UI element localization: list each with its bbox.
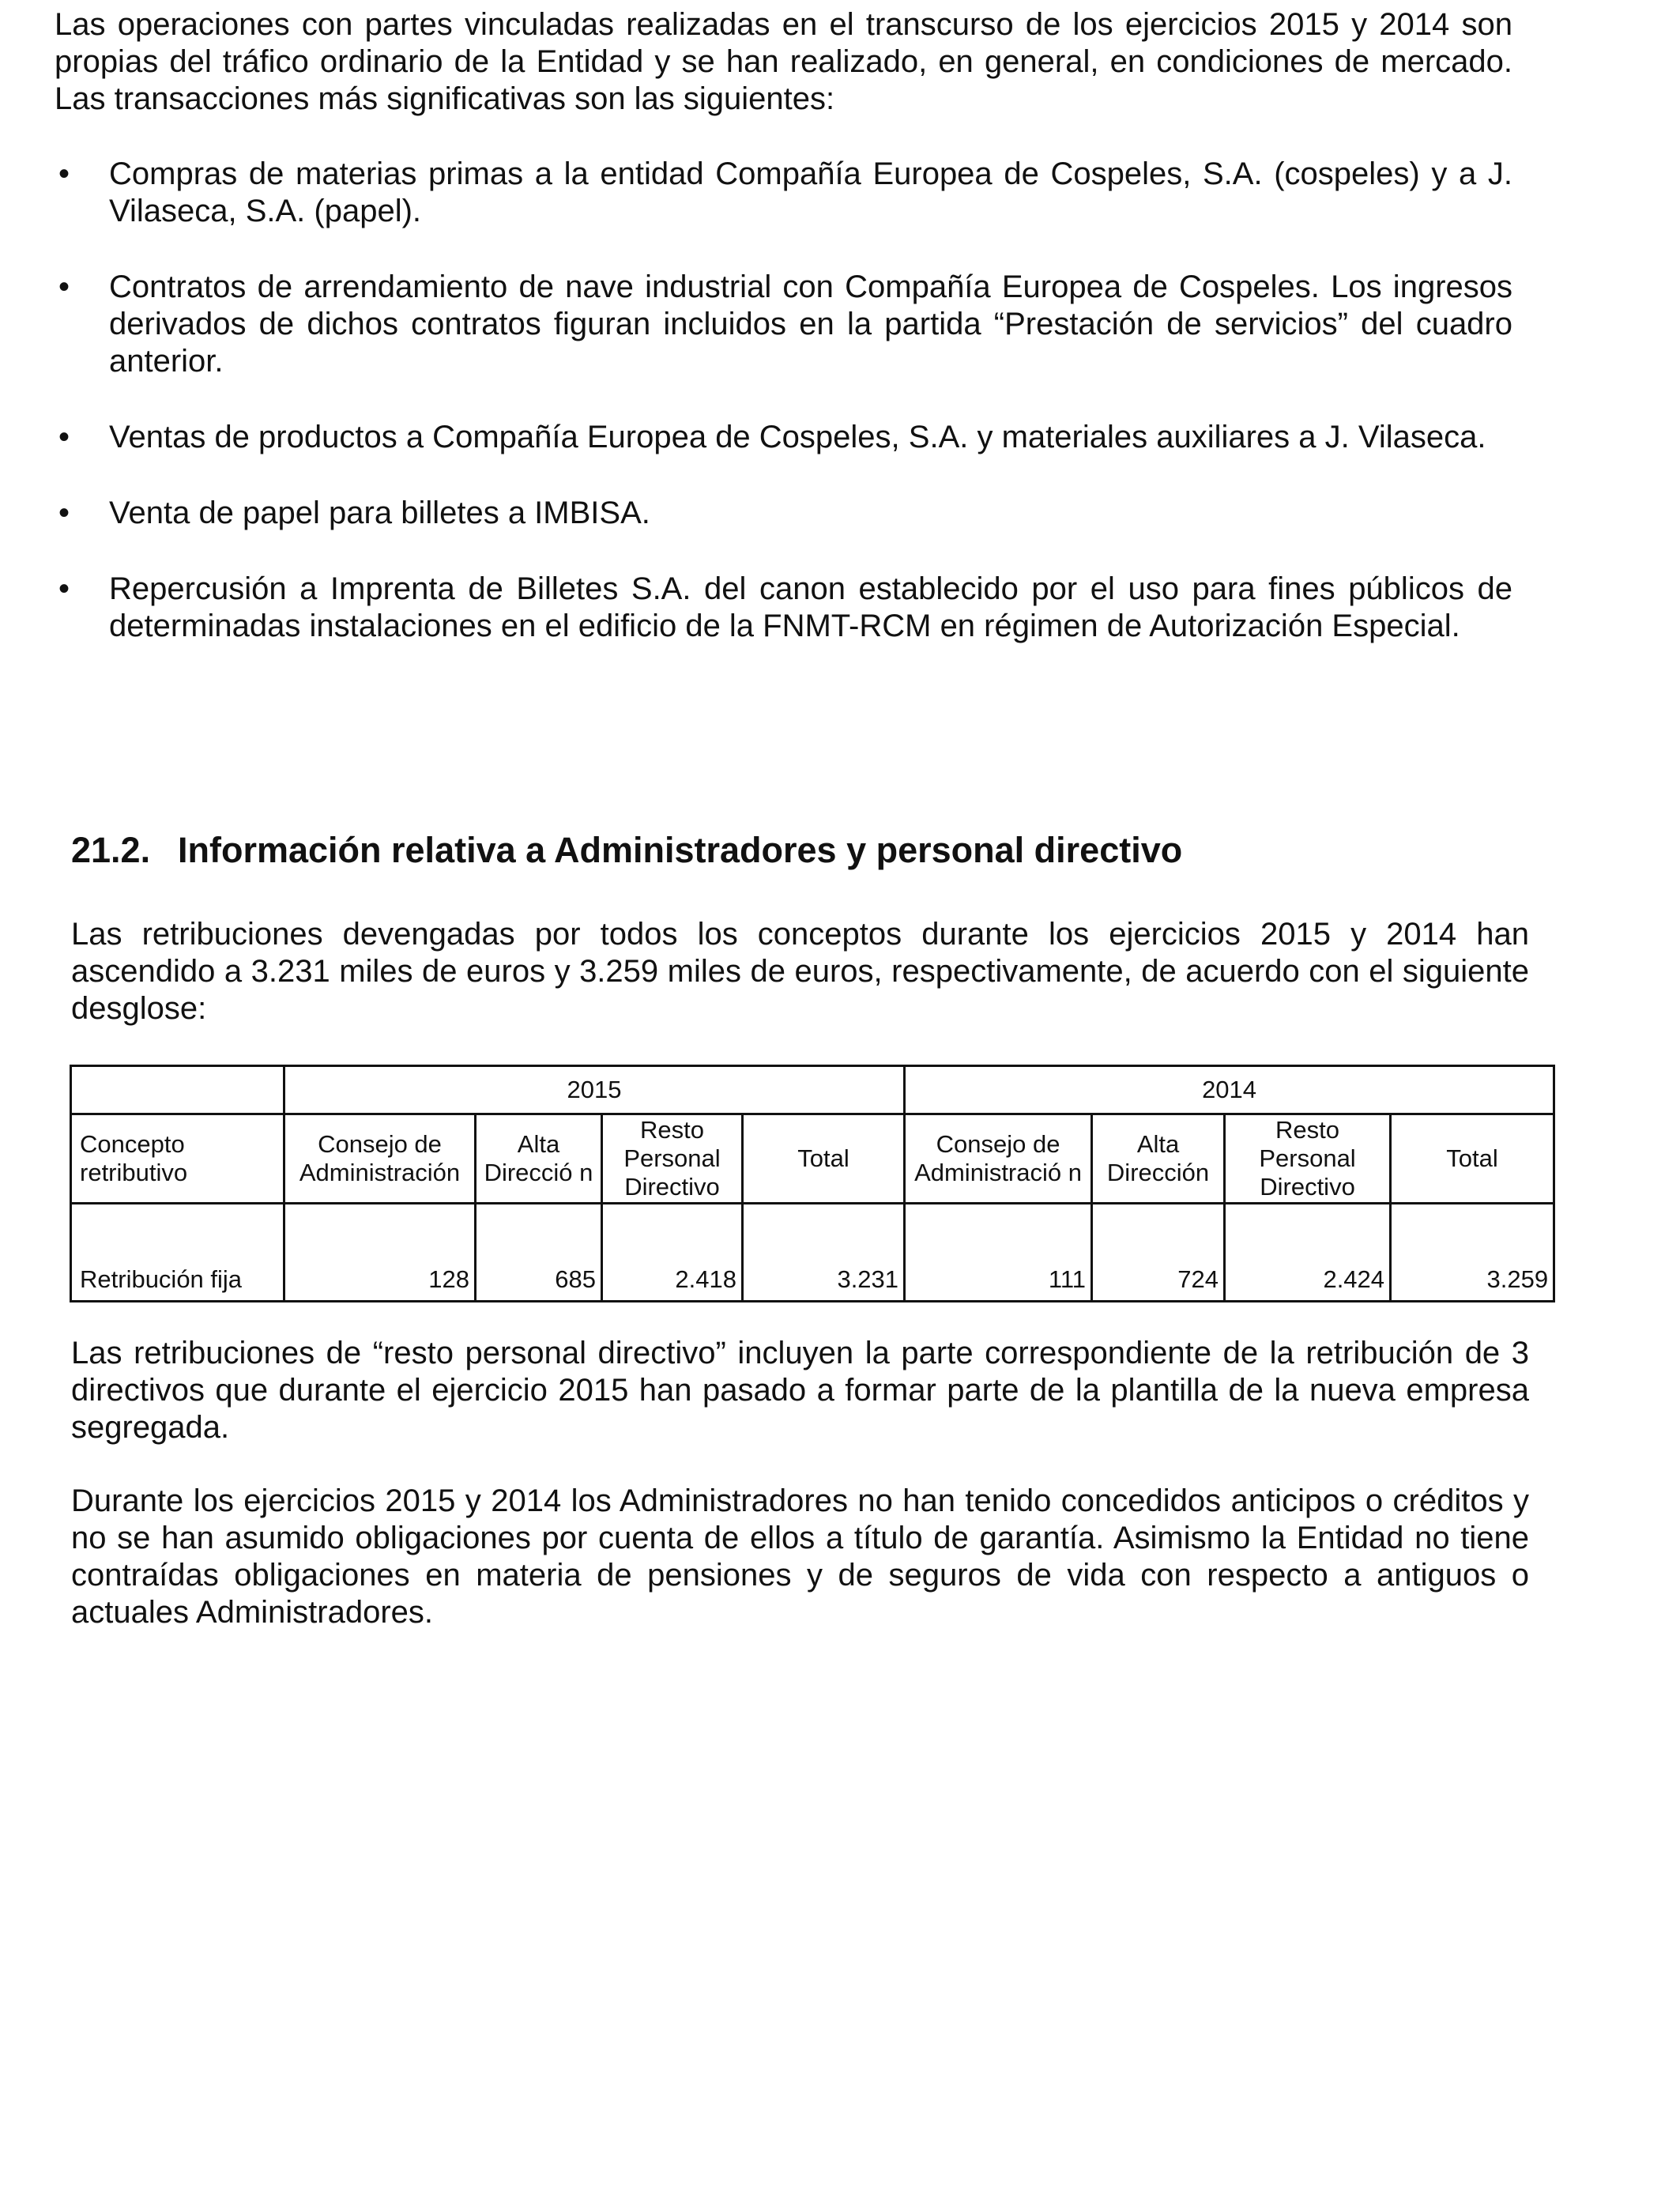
remuneration-table [70, 1065, 1555, 1302]
column-header: Alta Dirección [1092, 1114, 1225, 1204]
year-header-2014: 2014 [905, 1066, 1554, 1114]
year-header-2015: 2015 [284, 1066, 905, 1114]
column-header: Resto Personal Directivo [1225, 1114, 1391, 1204]
table-cell: 2.424 [1225, 1204, 1391, 1302]
table-year-row [71, 1066, 1554, 1114]
table-cell: 128 [284, 1204, 476, 1302]
table-cell: 2.418 [602, 1204, 743, 1302]
list-item [55, 495, 1512, 532]
transactions-list [55, 156, 1512, 645]
column-header: Alta Direcció n [476, 1114, 602, 1204]
column-header: Resto Personal Directivo [602, 1114, 743, 1204]
bullet-icon: • [58, 420, 70, 454]
column-header: Consejo de Administració n [905, 1114, 1092, 1204]
list-item-text: Ventas de productos a Compañía Europea de Cospeles, S.A. y materiales auxiliares a J. Vilaseca. [109, 420, 1486, 454]
intro-paragraph: Las operaciones con partes vinculadas realizadas en el transcurso de los ejercicios 2015 y 2014 son propias del tráfico ordinario de la Entidad y se han realizado, en general, en condiciones de mercado. Las transacciones más significativas son las siguientes: [55, 7, 1512, 116]
section-title: Información relativa a Administradores y personal directivo [178, 830, 1183, 870]
list-item [55, 419, 1512, 456]
table-cell: 3.259 [1391, 1204, 1554, 1302]
table-corner-cell [71, 1066, 284, 1114]
list-item-text: Venta de papel para billetes a IMBISA. [109, 496, 650, 530]
table-cell: 3.231 [743, 1204, 905, 1302]
column-header: Total [1391, 1114, 1554, 1204]
bullet-icon: • [58, 156, 70, 191]
remuneration-paragraph: Las retribuciones devengadas por todos los conceptos durante los ejercicios 2015 y 2014 han ascendido a 3.231 miles de euros y 3.259 miles de euros, respectivamente, de acuerdo con el siguiente desglose: [71, 917, 1529, 1026]
obligations-paragraph: Durante los ejercicios 2015 y 2014 los Administradores no han tenido concedidos anticipos o créditos y no se han asumido obligaciones por cuenta de ellos a título de garantía. Asimismo la Entidad no tiene contraídas obligaciones en materia de pensiones y de seguros de vida con respecto a antiguos o actuales Administradores. [71, 1483, 1529, 1630]
table-cell: Retribución fija [71, 1204, 284, 1302]
table-cell: 685 [476, 1204, 602, 1302]
list-item-text: Contratos de arrendamiento de nave industrial con Compañía Europea de Cospeles. Los ingresos derivados de dichos contratos figuran incluidos en la partida “Prestación de servicios” del cuadro anterior. [109, 270, 1512, 379]
list-item-text: Compras de materias primas a la entidad Compañía Europea de Cospeles, S.A. (cospeles) y a J. Vilaseca, S.A. (papel). [109, 156, 1512, 228]
table-row [71, 1204, 1554, 1302]
table-cell: 724 [1092, 1204, 1225, 1302]
column-header: Concepto retributivo [71, 1114, 284, 1204]
list-item [55, 269, 1512, 380]
list-item [55, 571, 1512, 645]
list-item [55, 156, 1512, 230]
list-item-text: Repercusión a Imprenta de Billetes S.A. del canon establecido por el uso para fines públicos de determinadas instalaciones en el edificio de la FNMT-RCM en régimen de Autorización Especial. [109, 571, 1512, 643]
section-number: 21.2. [71, 830, 151, 870]
column-header: Total [743, 1114, 905, 1204]
bullet-icon: • [58, 496, 70, 530]
table-header-row [71, 1114, 1554, 1204]
directors-note-paragraph: Las retribuciones de “resto personal directivo” incluyen la parte correspondiente de la retribución de 3 directivos que durante el ejercicio 2015 han pasado a formar parte de la plantilla de la nueva empresa segregada. [71, 1336, 1529, 1445]
table-cell: 111 [905, 1204, 1092, 1302]
bullet-icon: • [58, 571, 70, 606]
column-header: Consejo de Administración [284, 1114, 476, 1204]
bullet-icon: • [58, 270, 70, 304]
section-heading [71, 829, 1533, 872]
